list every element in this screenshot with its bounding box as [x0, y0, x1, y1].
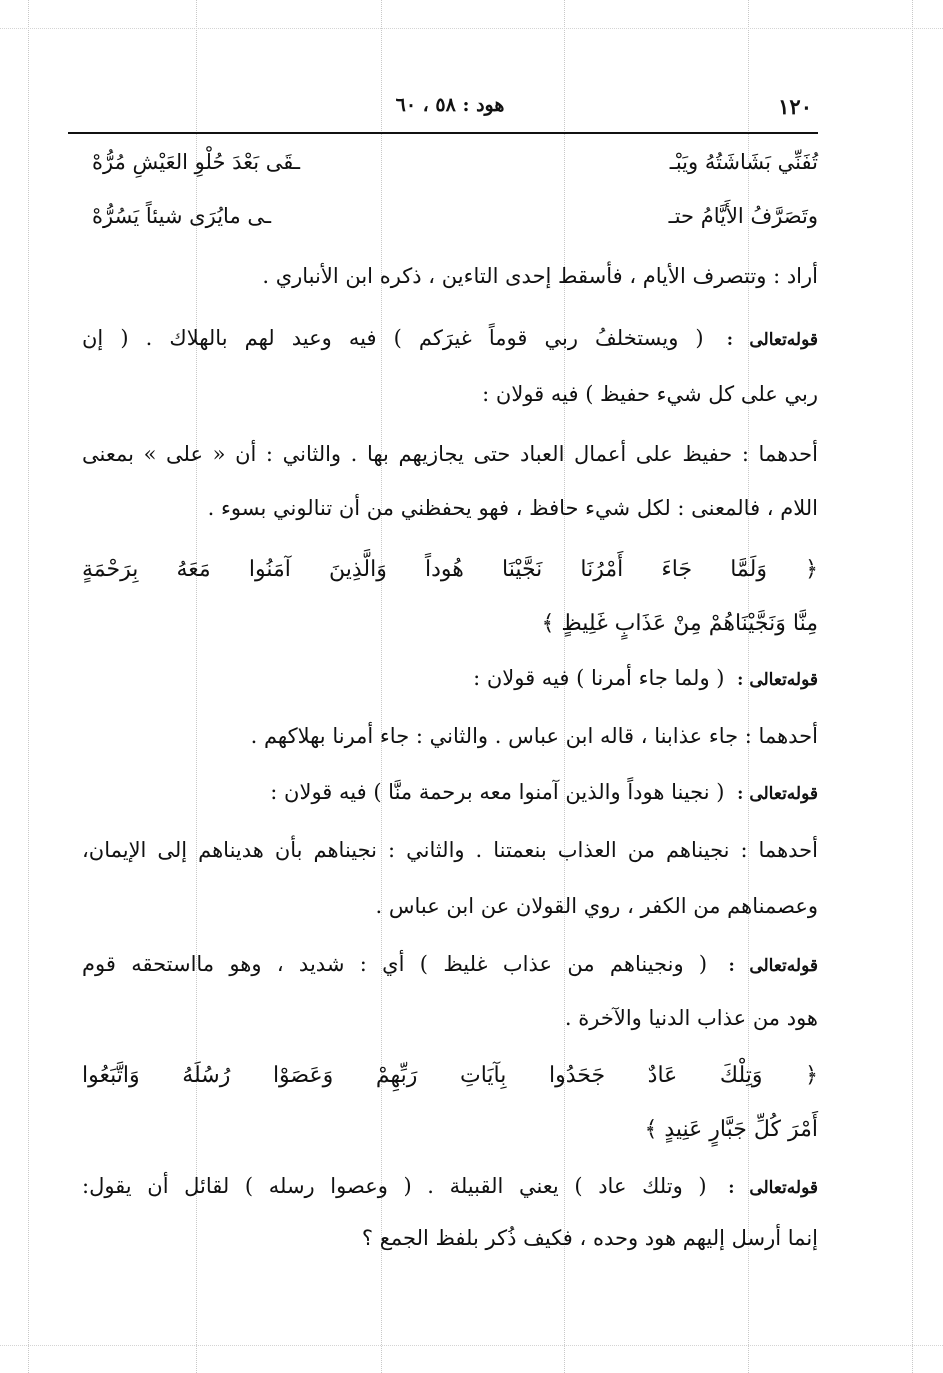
poem-line — [82, 200, 818, 232]
text-span: ( وتلك عاد ) يعني القبيلة . ( وعصوا رسله ) لقائل أن يقول: — [82, 1174, 707, 1198]
quran-verse-line: ﴿ وَلَمَّا جَاءَ أَمْرُنَا نَجَّيْنَا هُوداً وَالَّذِينَ آمَنُوا مَعَهُ بِرَحْمَةٍ — [82, 557, 818, 582]
text-line: اللام ، فالمعنى : لكل شيء حافظ ، فهو يحفظني من أن تنالوني بسوء . — [207, 496, 818, 520]
section-lead: قوله‌تعالى : — [737, 670, 818, 690]
guide-line — [912, 0, 913, 1373]
guide-line — [28, 0, 29, 1373]
running-title: هود : ٥٨ ، ٦٠ — [395, 94, 505, 116]
poem-line — [82, 146, 818, 178]
text-line — [82, 1170, 818, 1204]
page-number: ١٢٠ — [778, 94, 812, 119]
text-line: أحدهما : حفيظ على أعمال العباد حتى يجازيهم بها . والثاني : أن « على » بمعنى — [82, 442, 818, 466]
text-line: وعصمناهم من الكفر ، روي القولان عن ابن عباس . — [375, 894, 818, 918]
poem-hemistich: وتَصَرَّفُ الأَيَّامُ حتـ — [668, 204, 818, 228]
quran-verse-line: أَمْرَ كُلِّ جَبَّارٍ عَنِيدٍ ﴾ — [644, 1117, 818, 1142]
text-span: ( ولما جاء أمرنا ) فيه قولان : — [473, 666, 725, 690]
poem-hemistich: ـى مايُرَى شيئاً يَسُرُّهْ — [92, 204, 272, 228]
document-page — [82, 80, 819, 1250]
section-lead: قوله‌تعالى : — [737, 784, 818, 804]
text-line: أراد : وتتصرف الأيام ، فأسقط إحدى التاءين ، ذكره ابن الأنباري . — [262, 264, 818, 288]
section-lead: قوله‌تعالى : — [728, 956, 818, 976]
text-line — [82, 322, 818, 356]
quran-verse-line: مِنَّا وَنَجَّيْنَاهُمْ مِنْ عَذَابٍ غَلِيظٍ ﴾ — [541, 611, 818, 636]
text-span: ( نجينا هوداً والذين آمنوا معه برحمة منَّا ) فيه قولان : — [270, 780, 725, 804]
text-line: أحدهما : جاء عذابنا ، قاله ابن عباس . والثاني : جاء أمرنا بهلاكهم . — [250, 724, 818, 748]
text-line — [82, 948, 818, 982]
guide-line — [0, 28, 943, 29]
poem-hemistich: ـقَى بَعْدَ حُلْوِ العَيْشِ مُرُّهْ — [92, 150, 301, 174]
section-lead: قوله‌تعالى : — [726, 330, 819, 350]
text-line: ربي على كل شيء حفيظ ) فيه قولان : — [482, 382, 818, 406]
text-line — [82, 662, 818, 696]
page-header — [82, 80, 818, 130]
text-line: أحدهما : نجيناهم من العذاب بنعمتنا . والثاني : نجيناهم بأن هديناهم إلى الإيمان، — [82, 838, 818, 862]
section-lead: قوله‌تعالى : — [728, 1178, 818, 1198]
text-line — [82, 776, 818, 810]
header-rule — [68, 132, 818, 134]
text-line: هود من عذاب الدنيا والآخرة . — [564, 1006, 818, 1030]
quran-verse-line: ﴿ وَتِلْكَ عَادٌ جَحَدُوا بِآيَاتِ رَبِّهِمْ وَعَصَوْا رُسُلَهُ وَاتَّبَعُوا — [82, 1063, 818, 1088]
text-line: إنما أرسل إليهم هود وحده ، فكيف ذُكر بلفظ الجمع ؟ — [361, 1226, 818, 1250]
poem-hemistich: تُفَنِّي بَشَاشَتُهُ ويَبْـ — [669, 150, 818, 174]
text-span: ( ويستخلفُ ربي قوماً غيرَكم ) فيه وعيد لهم بالهلاك . ( إن — [82, 326, 704, 350]
text-span: ( ونجيناهم من عذاب غليظ ) أي : شديد ، وهو مااستحقه قوم — [82, 952, 708, 976]
guide-line — [0, 1345, 943, 1346]
